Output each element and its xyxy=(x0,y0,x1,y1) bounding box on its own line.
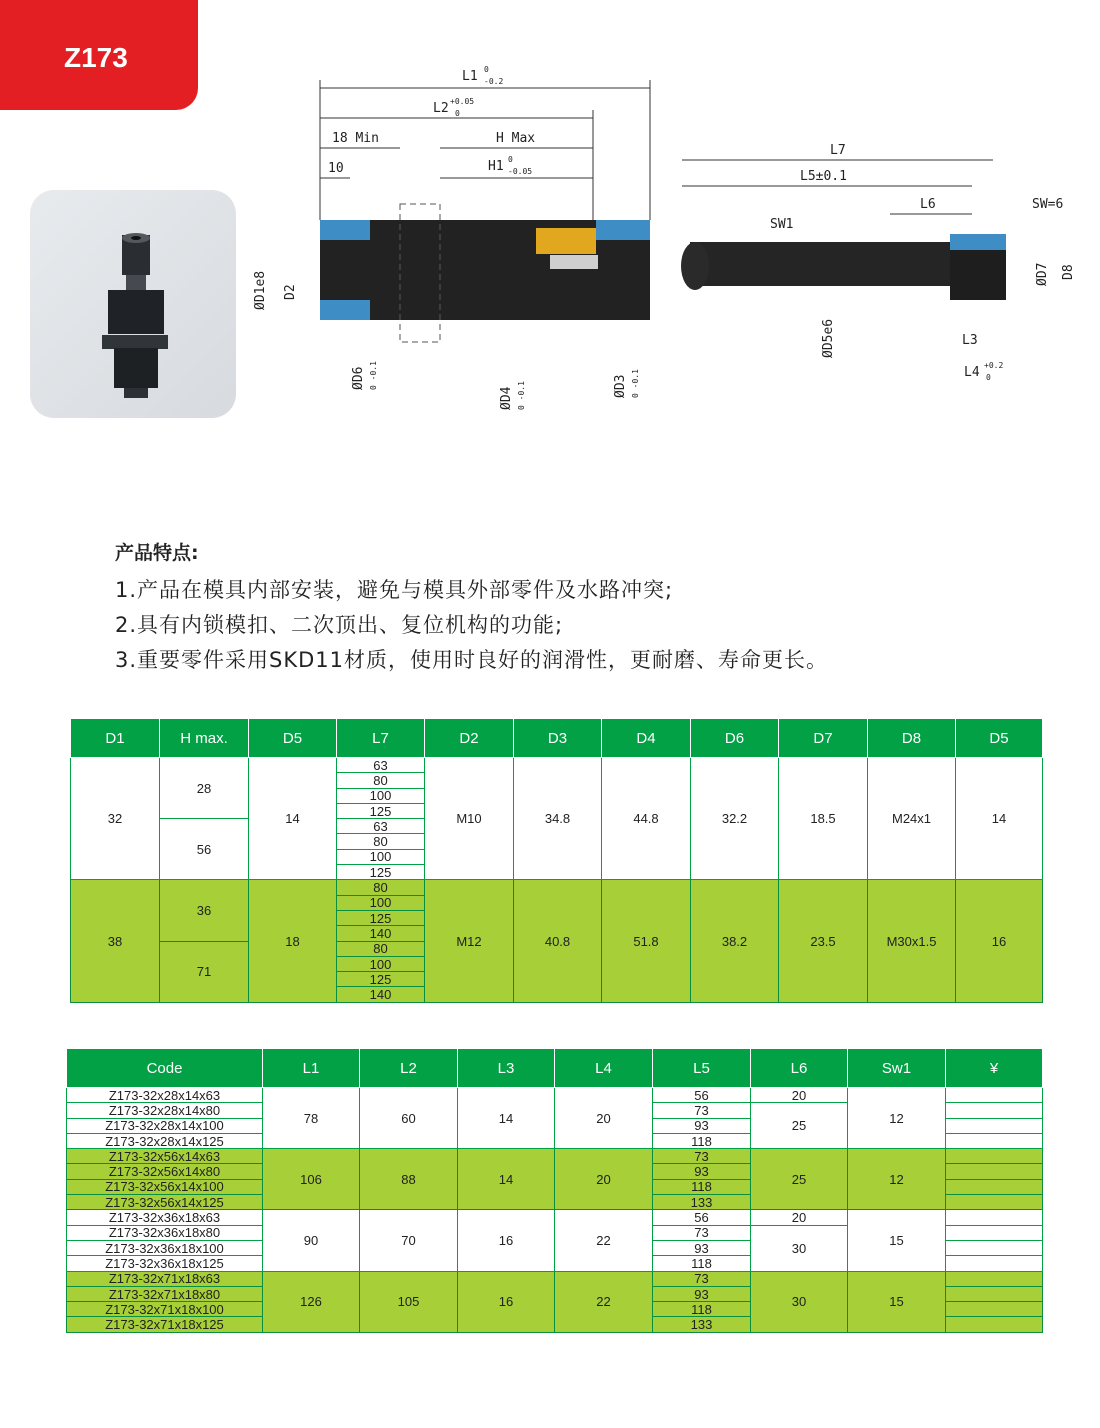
dim-L2-tol-bot: 0 xyxy=(455,109,460,118)
cell-l4: 22 xyxy=(555,1271,653,1332)
cell-l4: 20 xyxy=(555,1088,653,1149)
cell-code: Z173-32x36x18x100 xyxy=(67,1240,263,1255)
cell-d5b: 14 xyxy=(956,758,1043,880)
cell-d6: 38.2 xyxy=(691,880,779,1002)
column-header: L6 xyxy=(751,1049,848,1088)
cell-l5: 73 xyxy=(653,1271,751,1286)
cell-d7: 23.5 xyxy=(779,880,868,1002)
cell-l6: 25 xyxy=(751,1149,848,1210)
cell-code: Z173-32x36x18x80 xyxy=(67,1225,263,1240)
dim-D3-tol: 0 -0.1 xyxy=(631,369,640,398)
column-header: D2 xyxy=(425,719,514,758)
cell-l7: 125 xyxy=(337,803,425,818)
dimension-table xyxy=(70,718,1043,1003)
order-code-table xyxy=(66,1048,1043,1333)
cell-code: Z173-32x28x14x80 xyxy=(67,1103,263,1118)
cell-l7: 80 xyxy=(337,773,425,788)
dim-L1-tol-top: 0 xyxy=(484,65,489,74)
dim-D5: ØD5e6 xyxy=(821,318,836,358)
dim-L5: L5±0.1 xyxy=(800,169,847,184)
cell-l4: 22 xyxy=(555,1210,653,1271)
dim-D1: ØD1e8 xyxy=(253,270,268,310)
cell-l6: 20 xyxy=(751,1210,848,1225)
cell-price xyxy=(946,1302,1043,1317)
cell-hmax: 36 xyxy=(160,880,249,941)
dim-L1-tol-bot: -0.2 xyxy=(484,77,504,86)
dim-D4-tol: 0 -0.1 xyxy=(517,381,526,410)
technical-drawing xyxy=(250,60,1090,420)
cell-code: Z173-32x71x18x80 xyxy=(67,1286,263,1301)
column-header: Code xyxy=(67,1049,263,1088)
cell-price xyxy=(946,1271,1043,1286)
cell-d8: M30x1.5 xyxy=(868,880,956,1002)
dim-L4: L4 xyxy=(964,365,980,380)
dim-H1: H1 xyxy=(488,159,504,174)
cell-price xyxy=(946,1118,1043,1133)
cell-price xyxy=(946,1286,1043,1301)
cell-l5: 93 xyxy=(653,1118,751,1133)
cell-l5: 118 xyxy=(653,1302,751,1317)
product-code-badge xyxy=(0,0,198,110)
cell-l3: 16 xyxy=(458,1271,555,1332)
cell-l2: 105 xyxy=(360,1271,458,1332)
cell-l5: 93 xyxy=(653,1240,751,1255)
features-title: 产品特点: xyxy=(115,542,199,564)
cell-l5: 73 xyxy=(653,1149,751,1164)
cell-code: Z173-32x56x14x80 xyxy=(67,1164,263,1179)
column-header: ¥ xyxy=(946,1049,1043,1088)
cell-d5b: 16 xyxy=(956,880,1043,1002)
column-header: D5 xyxy=(956,719,1043,758)
cell-l7: 125 xyxy=(337,972,425,987)
column-header: D5 xyxy=(249,719,337,758)
table-row xyxy=(71,758,1043,773)
cell-sw1: 12 xyxy=(848,1088,946,1149)
cell-price xyxy=(946,1179,1043,1194)
column-header: H max. xyxy=(160,719,249,758)
cell-code: Z173-32x36x18x125 xyxy=(67,1256,263,1271)
cell-d1: 38 xyxy=(71,880,160,1002)
cell-l7: 140 xyxy=(337,987,425,1002)
table-row xyxy=(67,1210,1043,1225)
cell-d4: 44.8 xyxy=(602,758,691,880)
ejector-photo-illustration xyxy=(30,190,236,418)
cell-sw1: 15 xyxy=(848,1210,946,1271)
dim-H1-tol-bot: -0.05 xyxy=(508,167,533,176)
cell-l7: 100 xyxy=(337,956,425,971)
cell-price xyxy=(946,1164,1043,1179)
cell-code: Z173-32x56x14x125 xyxy=(67,1195,263,1210)
dim-D3: ØD3 xyxy=(613,374,628,398)
column-header: D7 xyxy=(779,719,868,758)
cell-d7: 18.5 xyxy=(779,758,868,880)
table-row xyxy=(67,1271,1043,1286)
cell-l2: 88 xyxy=(360,1149,458,1210)
cell-l5: 56 xyxy=(653,1088,751,1103)
cell-d5: 14 xyxy=(249,758,337,880)
cell-code: Z173-32x28x14x125 xyxy=(67,1133,263,1148)
cell-hmax: 71 xyxy=(160,941,249,1002)
cell-l7: 125 xyxy=(337,865,425,880)
column-header: L2 xyxy=(360,1049,458,1088)
dim-L4-tol-top: +0.2 xyxy=(984,361,1004,370)
column-header: D1 xyxy=(71,719,160,758)
cell-l7: 140 xyxy=(337,926,425,941)
feature-line-3: 3.重要零件采用SKD11材质，使用时良好的润滑性，更耐磨、寿命更长。 xyxy=(115,648,829,672)
cell-l7: 125 xyxy=(337,910,425,925)
dim-L3: L3 xyxy=(962,333,978,348)
cell-l4: 20 xyxy=(555,1149,653,1210)
column-header: D8 xyxy=(868,719,956,758)
column-header: L4 xyxy=(555,1049,653,1088)
cell-l6: 30 xyxy=(751,1225,848,1271)
cell-l7: 100 xyxy=(337,895,425,910)
cell-l5: 93 xyxy=(653,1164,751,1179)
cell-l2: 60 xyxy=(360,1088,458,1149)
cell-l2: 70 xyxy=(360,1210,458,1271)
cell-l1: 90 xyxy=(263,1210,360,1271)
table-row xyxy=(67,1088,1043,1103)
cell-d3: 40.8 xyxy=(514,880,602,1002)
cell-d4: 51.8 xyxy=(602,880,691,1002)
dim-L1: L1 xyxy=(462,69,478,84)
dim-L6: L6 xyxy=(920,197,936,212)
column-header: Sw1 xyxy=(848,1049,946,1088)
cell-price xyxy=(946,1317,1043,1332)
cell-sw1: 15 xyxy=(848,1271,946,1332)
cell-l7: 80 xyxy=(337,834,425,849)
cell-l3: 14 xyxy=(458,1088,555,1149)
table-row xyxy=(71,880,1043,895)
cell-l7: 63 xyxy=(337,758,425,773)
cell-code: Z173-32x28x14x100 xyxy=(67,1118,263,1133)
dim-D6-tol: 0 -0.1 xyxy=(369,361,378,390)
dim-L2: L2 xyxy=(433,101,449,116)
cell-price xyxy=(946,1210,1043,1225)
cell-l5: 133 xyxy=(653,1195,751,1210)
cell-code: Z173-32x71x18x100 xyxy=(67,1302,263,1317)
cell-code: Z173-32x36x18x63 xyxy=(67,1210,263,1225)
dim-D7: ØD7 xyxy=(1035,262,1050,286)
cell-d2: M10 xyxy=(425,758,514,880)
dim-SW1: SW1 xyxy=(770,217,794,232)
cell-sw1: 12 xyxy=(848,1149,946,1210)
cell-d6: 32.2 xyxy=(691,758,779,880)
cell-d3: 34.8 xyxy=(514,758,602,880)
cell-code: Z173-32x56x14x100 xyxy=(67,1179,263,1194)
dim-D4: ØD4 xyxy=(499,386,514,410)
dim-L4-tol-bot: 0 xyxy=(986,373,991,382)
dim-hmax: H Max xyxy=(496,131,536,146)
cell-l3: 14 xyxy=(458,1149,555,1210)
cell-l5: 133 xyxy=(653,1317,751,1332)
cell-code: Z173-32x71x18x63 xyxy=(67,1271,263,1286)
cell-l7: 63 xyxy=(337,819,425,834)
product-features xyxy=(115,538,828,678)
cell-price xyxy=(946,1256,1043,1271)
cell-price xyxy=(946,1103,1043,1118)
cell-l1: 106 xyxy=(263,1149,360,1210)
cell-d8: M24x1 xyxy=(868,758,956,880)
cell-price xyxy=(946,1133,1043,1148)
cell-l5: 73 xyxy=(653,1103,751,1118)
cell-price xyxy=(946,1149,1043,1164)
product-photo xyxy=(30,190,236,418)
dim-D8: D8 xyxy=(1061,264,1076,280)
cell-price xyxy=(946,1088,1043,1103)
feature-line-2: 2.具有内锁模扣、二次顶出、复位机构的功能; xyxy=(115,613,564,637)
cell-price xyxy=(946,1225,1043,1240)
dim-D2: D2 xyxy=(283,284,298,300)
cell-l7: 100 xyxy=(337,788,425,803)
cell-d5: 18 xyxy=(249,880,337,1002)
cell-l7: 80 xyxy=(337,941,425,956)
column-header: L7 xyxy=(337,719,425,758)
column-header: L1 xyxy=(263,1049,360,1088)
dim-SW6: SW=6 xyxy=(1032,197,1064,212)
badge-title: Z173 xyxy=(64,42,128,73)
feature-line-1: 1.产品在模具内部安装，避免与模具外部零件及水路冲突; xyxy=(115,578,674,602)
cell-d1: 32 xyxy=(71,758,160,880)
cell-l6: 20 xyxy=(751,1088,848,1103)
table-row xyxy=(67,1149,1043,1164)
cell-l1: 126 xyxy=(263,1271,360,1332)
cell-l5: 118 xyxy=(653,1179,751,1194)
cell-l6: 30 xyxy=(751,1271,848,1332)
column-header: D4 xyxy=(602,719,691,758)
cell-l5: 118 xyxy=(653,1133,751,1148)
cell-l5: 118 xyxy=(653,1256,751,1271)
cell-d2: M12 xyxy=(425,880,514,1002)
cell-code: Z173-32x56x14x63 xyxy=(67,1149,263,1164)
cell-l5: 56 xyxy=(653,1210,751,1225)
dim-L2-tol-top: +0.05 xyxy=(450,97,475,106)
cell-l7: 80 xyxy=(337,880,425,895)
column-header: D3 xyxy=(514,719,602,758)
cell-l5: 73 xyxy=(653,1225,751,1240)
cell-code: Z173-32x71x18x125 xyxy=(67,1317,263,1332)
cell-code: Z173-32x28x14x63 xyxy=(67,1088,263,1103)
dim-L7: L7 xyxy=(830,143,846,158)
dim-D6: ØD6 xyxy=(351,366,366,390)
cell-l6: 25 xyxy=(751,1103,848,1149)
column-header: L3 xyxy=(458,1049,555,1088)
cell-l7: 100 xyxy=(337,849,425,864)
cell-l5: 93 xyxy=(653,1286,751,1301)
cell-l3: 16 xyxy=(458,1210,555,1271)
cell-price xyxy=(946,1195,1043,1210)
column-header: L5 xyxy=(653,1049,751,1088)
dim-H1-tol-top: 0 xyxy=(508,155,513,164)
cell-hmax: 28 xyxy=(160,758,249,819)
cell-price xyxy=(946,1240,1043,1255)
column-header: D6 xyxy=(691,719,779,758)
cell-l1: 78 xyxy=(263,1088,360,1149)
cell-hmax: 56 xyxy=(160,819,249,880)
dim-10: 10 xyxy=(328,161,344,176)
dim-18min: 18 Min xyxy=(332,131,379,146)
